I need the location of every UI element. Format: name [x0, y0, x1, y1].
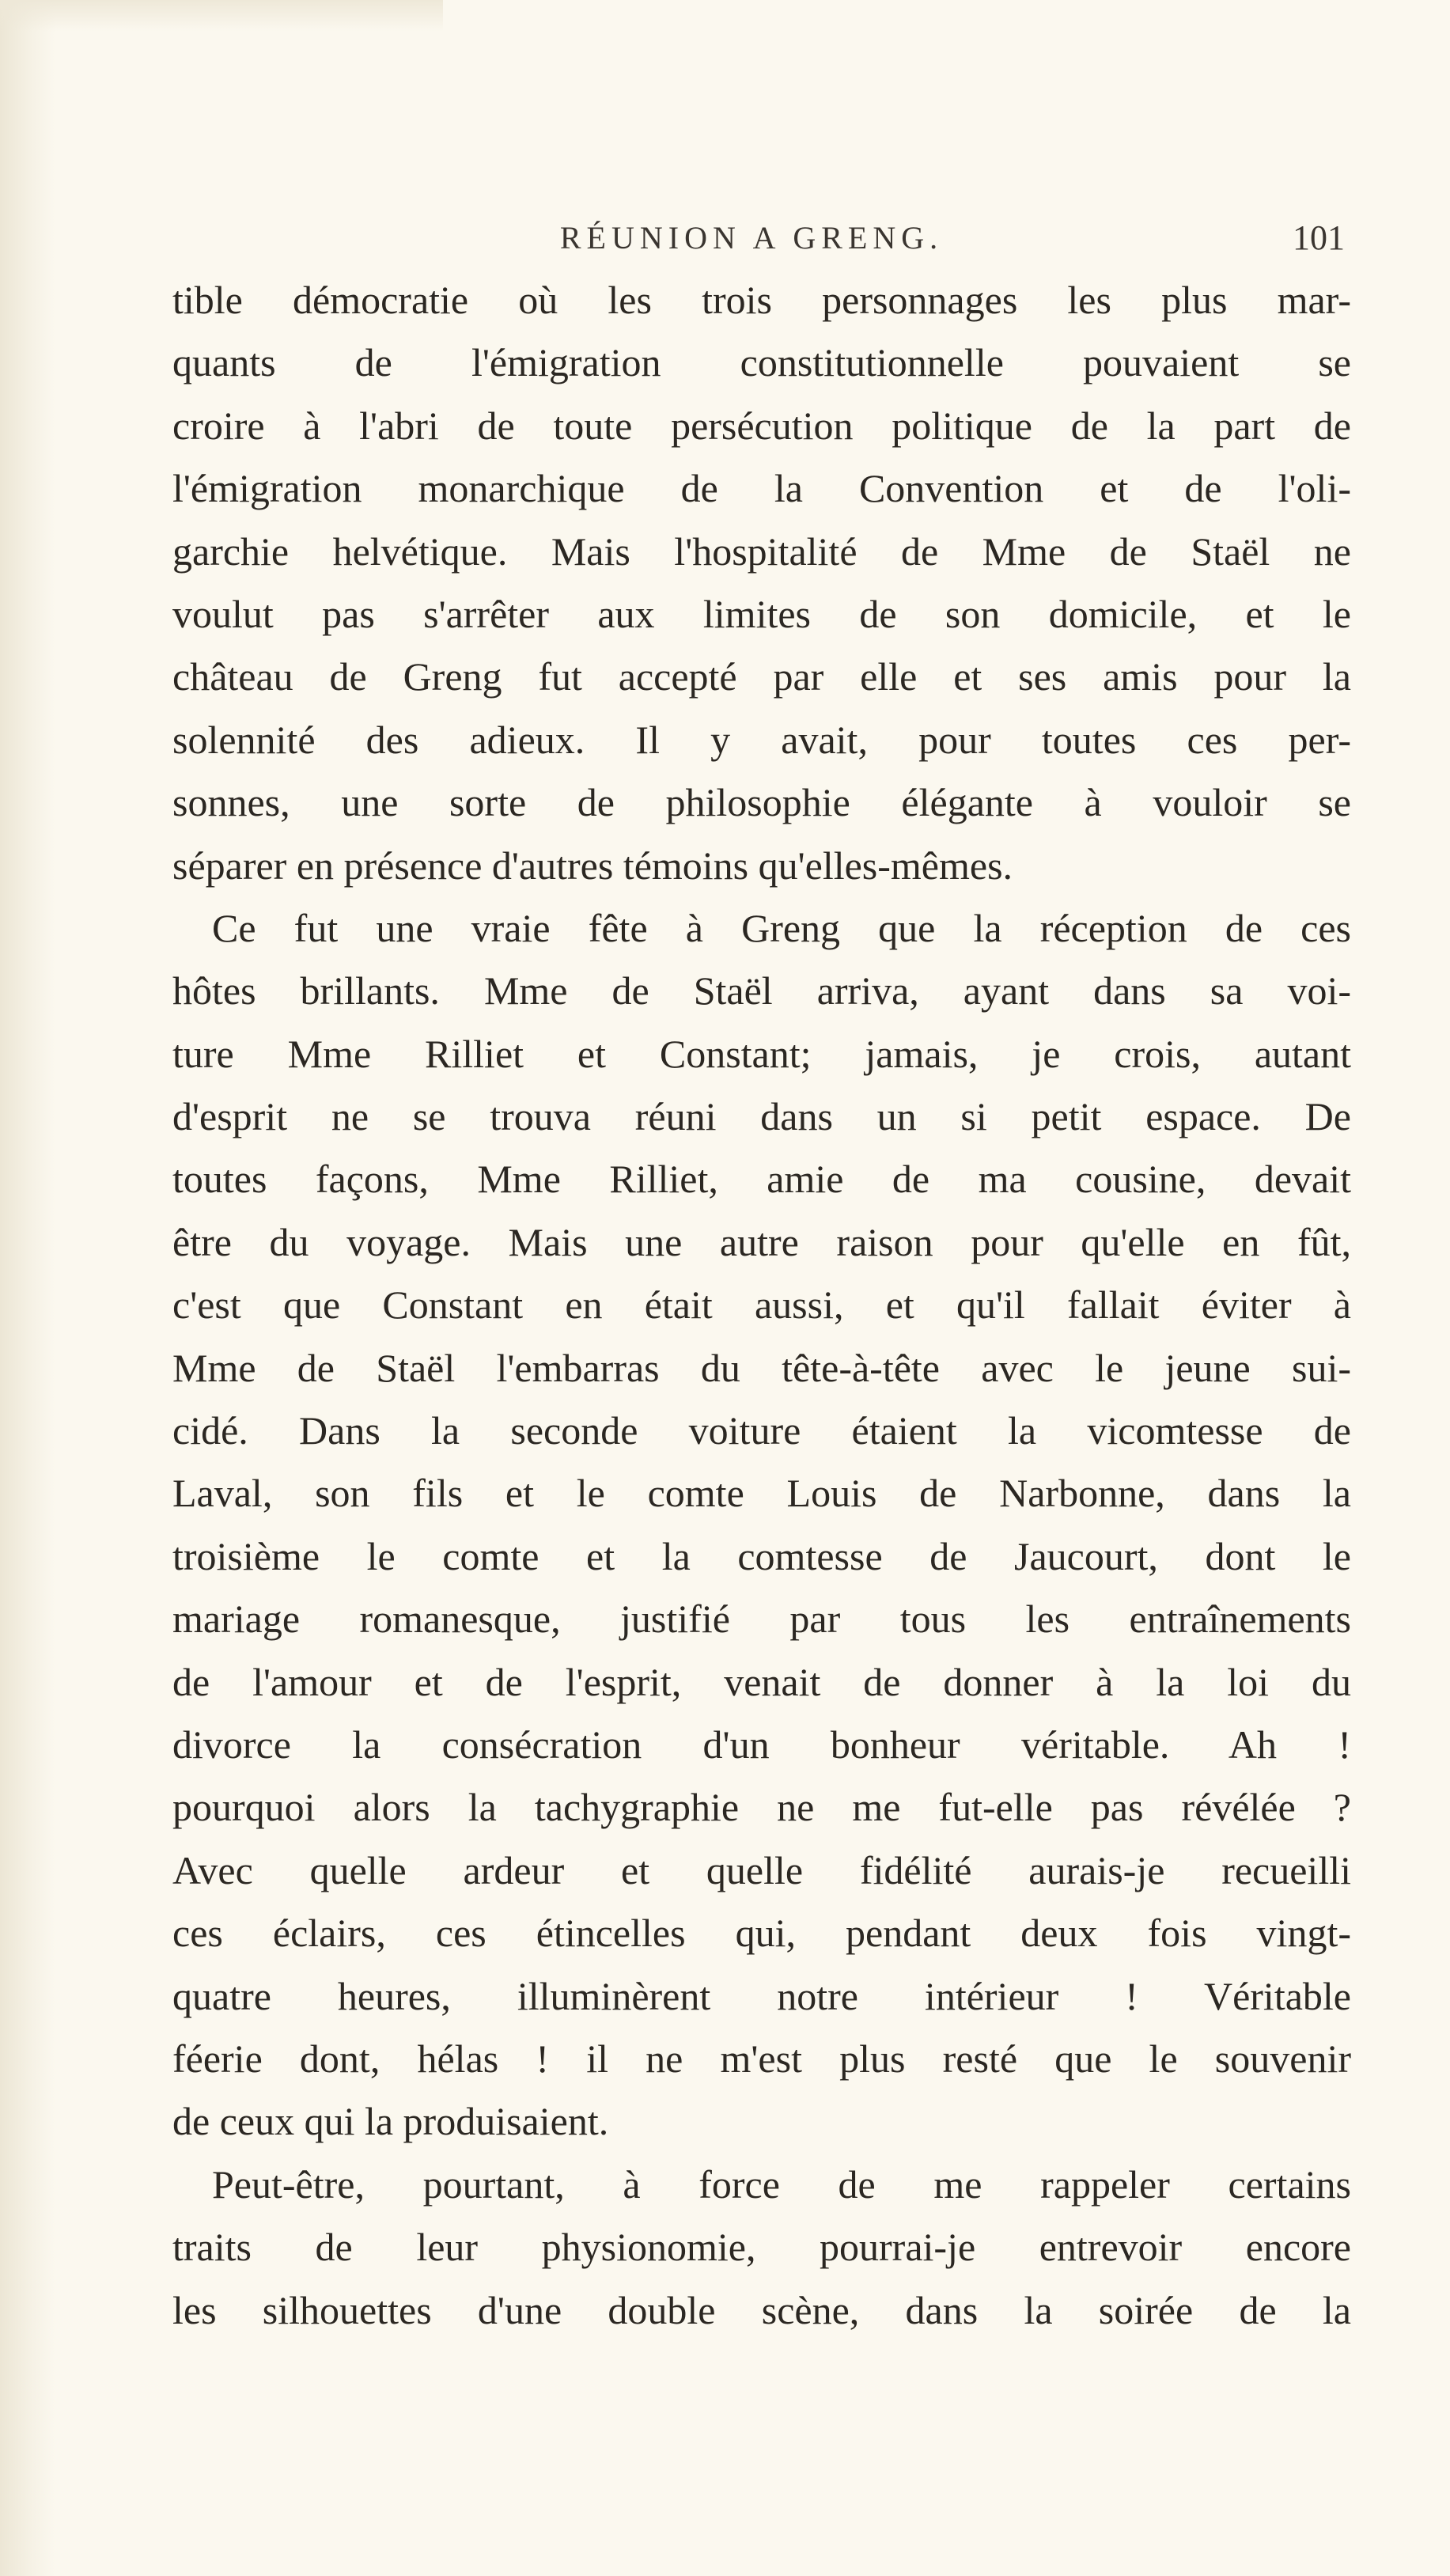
text-line: hôtes brillants. Mme de Staël arriva, ayant dans sa voi- — [172, 968, 1351, 1013]
text-line: quants de l'émigration constitutionnelle pouvaient se — [172, 340, 1351, 385]
text-line: Laval, son fils et le comte Louis de Narbonne, dans la — [172, 1471, 1351, 1516]
text-line: féerie dont, hélas ! il ne m'est plus resté que le souvenir — [172, 2036, 1351, 2081]
text-line: Mme de Staël l'embarras du tête-à-tête avec le jeune sui- — [172, 1345, 1351, 1390]
text-line: séparer en présence d'autres témoins qu'elles-mêmes. — [172, 843, 1013, 888]
text-line: troisième le comte et la comtesse de Jaucourt, dont le — [172, 1533, 1351, 1578]
text-line: traits de leur physionomie, pourrai-je entrevoir encore — [172, 2225, 1351, 2270]
text-line: de l'amour et de l'esprit, venait de donner à la loi du — [172, 1659, 1351, 1704]
text-line: être du voyage. Mais une autre raison pour qu'elle en fût, — [172, 1219, 1351, 1264]
page-number: 101 — [1293, 218, 1345, 257]
running-head — [158, 219, 1345, 267]
running-title: RÉUNION A GRENG. — [559, 220, 944, 256]
page-edge-shadow — [0, 0, 55, 2576]
paragraph-start-line: Peut-être, pourtant, à force de me rappeler certains — [212, 2161, 1351, 2207]
page-top-shadow — [0, 0, 443, 32]
body-text — [172, 269, 1351, 2342]
text-line: mariage romanesque, justifié par tous les entraînements — [172, 1597, 1351, 1642]
text-line: solennité des adieux. Il y avait, pour toutes ces per- — [172, 717, 1351, 762]
text-line: croire à l'abri de toute persécution politique de la part de — [172, 403, 1351, 448]
text-line: Avec quelle ardeur et quelle fidélité aurais-je recueilli — [172, 1847, 1351, 1892]
text-line: cidé. Dans la seconde voiture étaient la vicomtesse de — [172, 1408, 1351, 1453]
text-line: garchie helvétique. Mais l'hospitalité de Mme de Staël ne — [172, 528, 1351, 574]
text-line: toutes façons, Mme Rilliet, amie de ma cousine, devait — [172, 1157, 1351, 1202]
text-line: ture Mme Rilliet et Constant; jamais, je crois, autant — [172, 1031, 1351, 1076]
text-line: ces éclairs, ces étincelles qui, pendant deux fois vingt- — [172, 1911, 1351, 1956]
text-line: sonnes, une sorte de philosophie élégante à vouloir se — [172, 780, 1351, 825]
text-line: pourquoi alors la tachygraphie ne me fut-elle pas révélée ? — [172, 1785, 1351, 1830]
text-line: les silhouettes d'une double scène, dans la soirée de la — [172, 2287, 1351, 2332]
text-line: voulut pas s'arrêter aux limites de son domicile, et le — [172, 591, 1351, 636]
text-line: d'esprit ne se trouva réuni dans un si petit espace. De — [172, 1094, 1351, 1139]
text-line: tible démocratie où les trois personnages les plus mar- — [172, 278, 1351, 322]
text-line: de ceux qui la produisaient. — [172, 2099, 609, 2144]
text-line: divorce la consécration d'un bonheur véritable. Ah ! — [172, 1722, 1351, 1767]
paragraph-start-line: Ce fut une vraie fête à Greng que la réception de ces — [212, 905, 1351, 950]
text-line: l'émigration monarchique de la Convention et de l'oli- — [172, 466, 1351, 511]
text-line: quatre heures, illuminèrent notre intérieur ! Véritable — [172, 1973, 1351, 2018]
text-line: c'est que Constant en était aussi, et qu'il fallait éviter à — [172, 1282, 1351, 1328]
text-line: château de Greng fut accepté par elle et ses amis pour la — [172, 654, 1351, 699]
